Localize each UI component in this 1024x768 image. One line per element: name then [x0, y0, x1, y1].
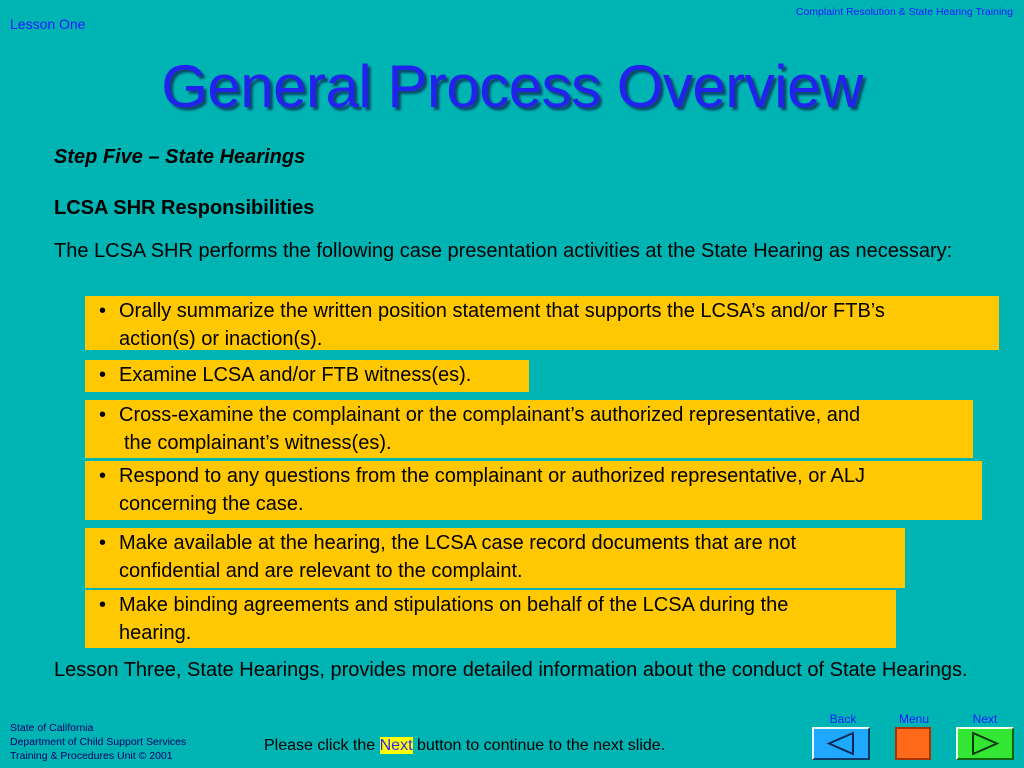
prompt-text: button to continue to the next slide.: [412, 737, 666, 754]
bullet-icon: •: [99, 532, 107, 554]
menu-square-icon: [897, 729, 929, 758]
back-button[interactable]: [812, 727, 870, 760]
bullet-text: Cross-examine the complainant or the complainant’s authorized representative, and: [119, 404, 861, 426]
footer-credits: [10, 721, 186, 763]
closing-text: Lesson Three, State Hearings, provides more detailed information about the conduct of State Hearings.: [54, 659, 968, 681]
bullet-item: [85, 461, 982, 520]
bullet-item: [85, 590, 896, 648]
menu-label: Menu: [898, 712, 930, 726]
next-button[interactable]: [956, 727, 1014, 760]
footer-line: Training & Procedures Unit © 2001: [10, 750, 173, 762]
next-label: Next: [972, 712, 998, 726]
next-link[interactable]: Next: [379, 737, 413, 754]
bullet-text: the complainant’s witness(es).: [124, 432, 392, 454]
bullet-item: [85, 296, 999, 350]
bullet-icon: •: [99, 364, 107, 386]
bullet-text: concerning the case.: [119, 493, 304, 515]
training-title: Complaint Resolution & State Hearing Training: [795, 6, 1013, 18]
responsibilities-heading: LCSA SHR Responsibilities: [54, 197, 315, 219]
page-title: General Process Overview: [161, 53, 863, 120]
intro-text: The LCSA SHR performs the following case presentation activities at the State Hearing as necessary:: [54, 240, 953, 262]
continue-prompt: [264, 737, 665, 755]
bullet-icon: •: [99, 300, 107, 322]
bullet-item: [85, 360, 529, 392]
prompt-text: Please click the: [264, 737, 380, 754]
back-label: Back: [829, 712, 857, 726]
bullet-icon: •: [99, 465, 107, 487]
next-triangle-icon: [958, 729, 1012, 758]
bullet-icon: •: [99, 404, 107, 426]
bullet-text: Make available at the hearing, the LCSA case record documents that are not: [119, 532, 797, 554]
bullet-text: Examine LCSA and/or FTB witness(es).: [119, 364, 472, 386]
bullet-item: [85, 400, 973, 458]
footer-line: Department of Child Support Services: [10, 736, 187, 748]
lesson-label: Lesson One: [10, 16, 86, 32]
bullet-text: action(s) or inaction(s).: [119, 328, 323, 350]
bullet-text: Respond to any questions from the complainant or authorized representative, or ALJ: [119, 465, 865, 487]
back-triangle-icon: [814, 729, 868, 758]
bullet-text: Make binding agreements and stipulations on behalf of the LCSA during the: [119, 594, 789, 616]
bullet-text: Orally summarize the written position statement that supports the LCSA’s and/or FTB’s: [119, 300, 885, 322]
bullet-text: hearing.: [119, 622, 192, 644]
step-heading: Step Five – State Hearings: [54, 146, 306, 168]
menu-button[interactable]: [895, 727, 931, 760]
bullet-item: [85, 528, 905, 588]
bullet-icon: •: [99, 594, 107, 616]
bullet-text: confidential and are relevant to the complaint.: [119, 560, 523, 582]
footer-line: State of California: [10, 722, 94, 734]
